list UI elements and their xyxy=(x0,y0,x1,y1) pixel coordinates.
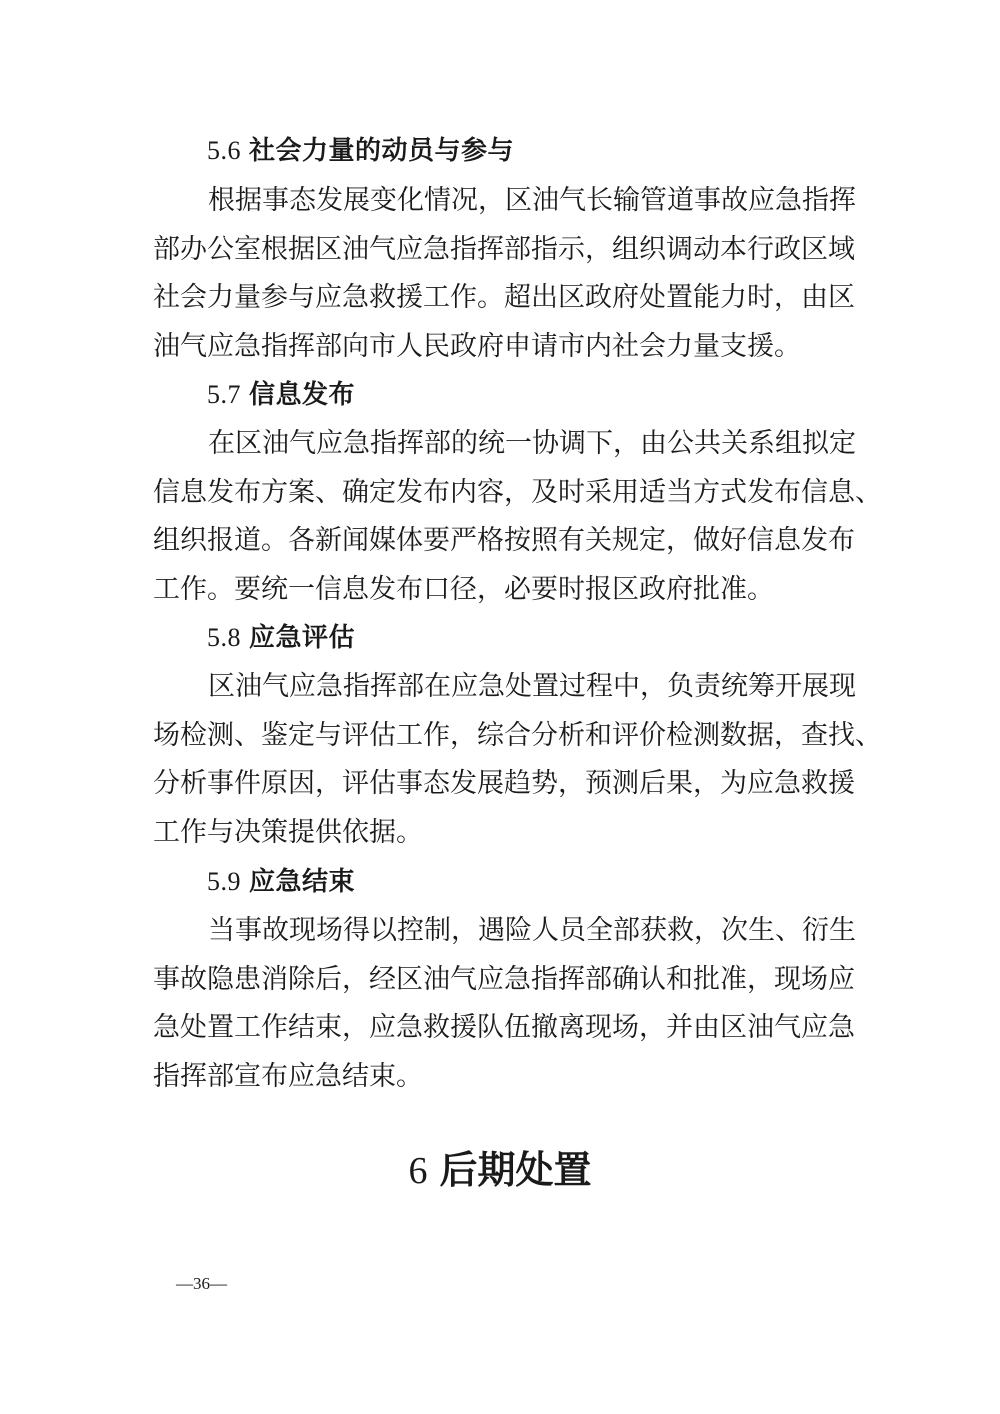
section-5-9-paragraph xyxy=(153,907,856,1101)
chapter-heading xyxy=(0,1146,1000,1195)
paragraph-line: 组织报道。各新闻媒体要严格按照有关规定，做好信息发布 xyxy=(153,525,855,556)
chapter-number: 6 xyxy=(408,1150,428,1192)
page-number: —36— xyxy=(176,1274,227,1293)
section-heading-5-9 xyxy=(207,866,355,898)
paragraph-line: 信息发布方案、确定发布内容，及时采用适当方式发布信息、 xyxy=(153,476,882,508)
section-heading-5-6 xyxy=(207,135,514,167)
paragraph-line: 工作与决策提供依据。 xyxy=(153,816,423,848)
section-5-8-paragraph xyxy=(153,663,882,857)
section-number: 5.6 xyxy=(207,136,241,165)
section-5-7-paragraph xyxy=(153,420,882,614)
paragraph-line: 社会力量参与应急救援工作。超出区政府处置能力时，由区 xyxy=(153,282,855,313)
paragraph-line: 根据事态发展变化情况，区油气长输管道事故应急指挥 xyxy=(208,185,856,216)
paragraph-line: 当事故现场得以控制，遇险人员全部获救，次生、衍生 xyxy=(208,915,856,946)
section-title: 社会力量的动员与参与 xyxy=(249,136,515,166)
paragraph-line: 事故隐患消除后，经区油气应急指挥部确认和批准，现场应 xyxy=(153,963,855,995)
paragraph-line: 部办公室根据区油气应急指挥部指示，组织调动本行政区域 xyxy=(153,233,855,265)
section-number: 5.7 xyxy=(207,380,241,409)
chapter-title: 后期处置 xyxy=(439,1147,592,1192)
section-title: 信息发布 xyxy=(249,380,356,410)
section-number: 5.9 xyxy=(207,867,241,896)
section-title: 应急结束 xyxy=(249,867,356,897)
paragraph-line: 场检测、鉴定与评估工作，综合分析和评价检测数据，查找、 xyxy=(153,719,882,751)
paragraph-line: 在区油气应急指挥部的统一协调下，由公共关系组拟定 xyxy=(208,428,856,459)
section-number: 5.8 xyxy=(207,623,241,652)
section-5-6-paragraph xyxy=(153,177,856,371)
section-heading-5-7 xyxy=(207,379,355,411)
paragraph-line: 急处置工作结束，应急救援队伍撤离现场，并由区油气应急 xyxy=(153,1012,855,1043)
paragraph-line: 区油气应急指挥部在应急处置过程中，负责统筹开展现 xyxy=(208,671,856,702)
paragraph-line: 工作。要统一信息发布口径，必要时报区政府批准。 xyxy=(153,573,774,605)
paragraph-line: 指挥部宣布应急结束。 xyxy=(153,1060,423,1092)
paragraph-line: 油气应急指挥部向市人民政府申请市内社会力量支援。 xyxy=(153,330,801,362)
section-title: 应急评估 xyxy=(249,623,356,653)
paragraph-line: 分析事件原因，评估事态发展趋势，预测后果，为应急救援 xyxy=(153,768,855,799)
section-heading-5-8 xyxy=(207,622,355,654)
